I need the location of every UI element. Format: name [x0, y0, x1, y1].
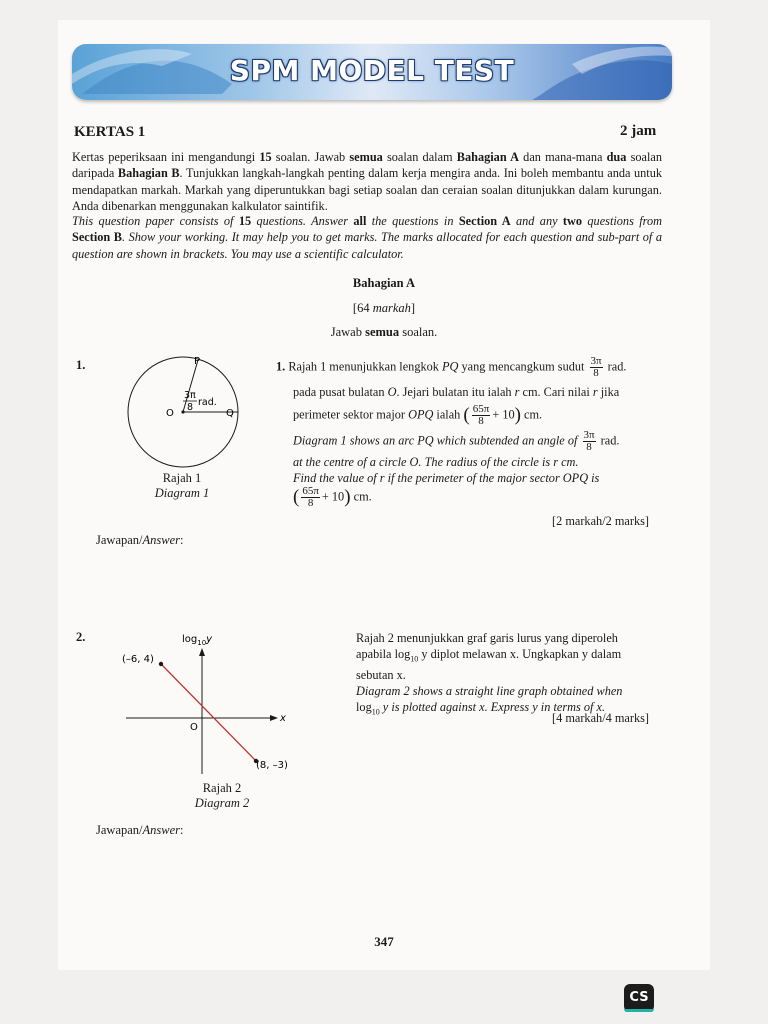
- angle-denominator: 8: [187, 402, 194, 413]
- instructions-english: This question paper consists of 15 questions. Answer all the questions in Section A and any two questions from Section B. Show your working. It may help you to get marks. The marks allocated for each question and sub-part of a question are shown in brackets. You may use a scientific calculator.: [72, 214, 662, 261]
- point-2-label: (8, –3): [256, 760, 288, 771]
- question-1-circle-diagram: [118, 352, 248, 474]
- centre-point: [181, 410, 184, 413]
- straight-line: [161, 664, 256, 761]
- question-1-marks: [2 markah/2 marks]: [552, 514, 649, 528]
- question-2-caption: Rajah 2 Diagram 2: [194, 781, 250, 810]
- x-axis-label: x: [280, 713, 286, 724]
- camscanner-badge[interactable]: CS: [624, 984, 654, 1012]
- y-axis-label: $\log_{10}y$: [182, 634, 213, 647]
- question-2-text: Rajah 2 menunjukkan graf garis lurus yang diperoleh apabila $\log_{10} y$ diplot melawan x. Ungkapkan y dalam sebutan x. Diagram 2 shows a straight line graph obtained when $\log_{10} y$ is plotted against x. Express y in terms of x.: [356, 631, 623, 717]
- page-number: 347: [374, 934, 394, 949]
- x-axis-arrow: [270, 715, 278, 721]
- angle-unit: rad.: [198, 397, 217, 408]
- question-2-marks: [4 markah/4 marks]: [552, 711, 649, 725]
- question-1-text: 1. Rajah 1 menunjukkan lengkok PQ yang mencangkum sudut $\frac{3\pi}{8}$ rad. pada pusat bulatan O. Jejari bulatan itu ialah r cm. Cari nilai r jika perimeter sektor major OPQ ialah ( $\frac{65\pi}{8}$ + 10) cm. Diagram 1 shows an arc PQ which subtended an angle of $\frac{3\pi}{8}$ rad. at the centre of a circle O. The radius of the circle is r cm. Find the value of r if the perimeter of the major sector OPQ is ( $\frac{65\pi}{8}$ + 10) cm.: [276, 355, 627, 509]
- angle-fraction: $\frac{3\pi}{8}$: [590, 355, 602, 379]
- banner-title: SPM MODEL TEST: [229, 54, 515, 87]
- question-1-answer-label: Jawapan/Answer:: [96, 533, 184, 547]
- section-marks: [64 markah]: [352, 301, 416, 315]
- section-title: Bahagian A: [352, 276, 416, 290]
- instructions-malay: Kertas peperiksaan ini mengandungi 15 soalan. Jawab semua soalan dalam Bahagian A dan mana-mana dua soalan daripada Bahagian B. Tunjukkan langkah-langkah penting dalam kerja mengira anda. Ini boleh membantu anda untuk mendapatkan markah. Markah yang diperuntukkan bagi setiap soalan dan ceraian soalan ditunjukkan dalam kurungan. Anda dibenarkan menggunakan kalkulator saintifik.: [72, 150, 663, 213]
- section-instruction: Jawab semua soalan.: [330, 325, 438, 339]
- label-q: Q: [226, 408, 234, 419]
- point-1-label: (–6, 4): [122, 654, 154, 665]
- paper-title: KERTAS 1: [74, 124, 146, 140]
- title-banner: [72, 44, 672, 100]
- angle-numerator: 3π: [184, 390, 196, 401]
- question-1-caption: Rajah 1 Diagram 1: [154, 471, 210, 500]
- label-o: O: [166, 408, 174, 419]
- question-1-number: 1.: [76, 358, 86, 372]
- question-2-line-graph: [118, 628, 298, 778]
- label-p: P: [194, 356, 201, 367]
- question-2-answer-label: Jawapan/Answer:: [96, 823, 184, 837]
- origin-label: O: [190, 722, 198, 733]
- y-axis-arrow: [199, 648, 205, 656]
- paper-duration: 2 jam: [620, 123, 657, 139]
- point-1: [159, 662, 163, 666]
- question-2-number: 2.: [76, 630, 86, 644]
